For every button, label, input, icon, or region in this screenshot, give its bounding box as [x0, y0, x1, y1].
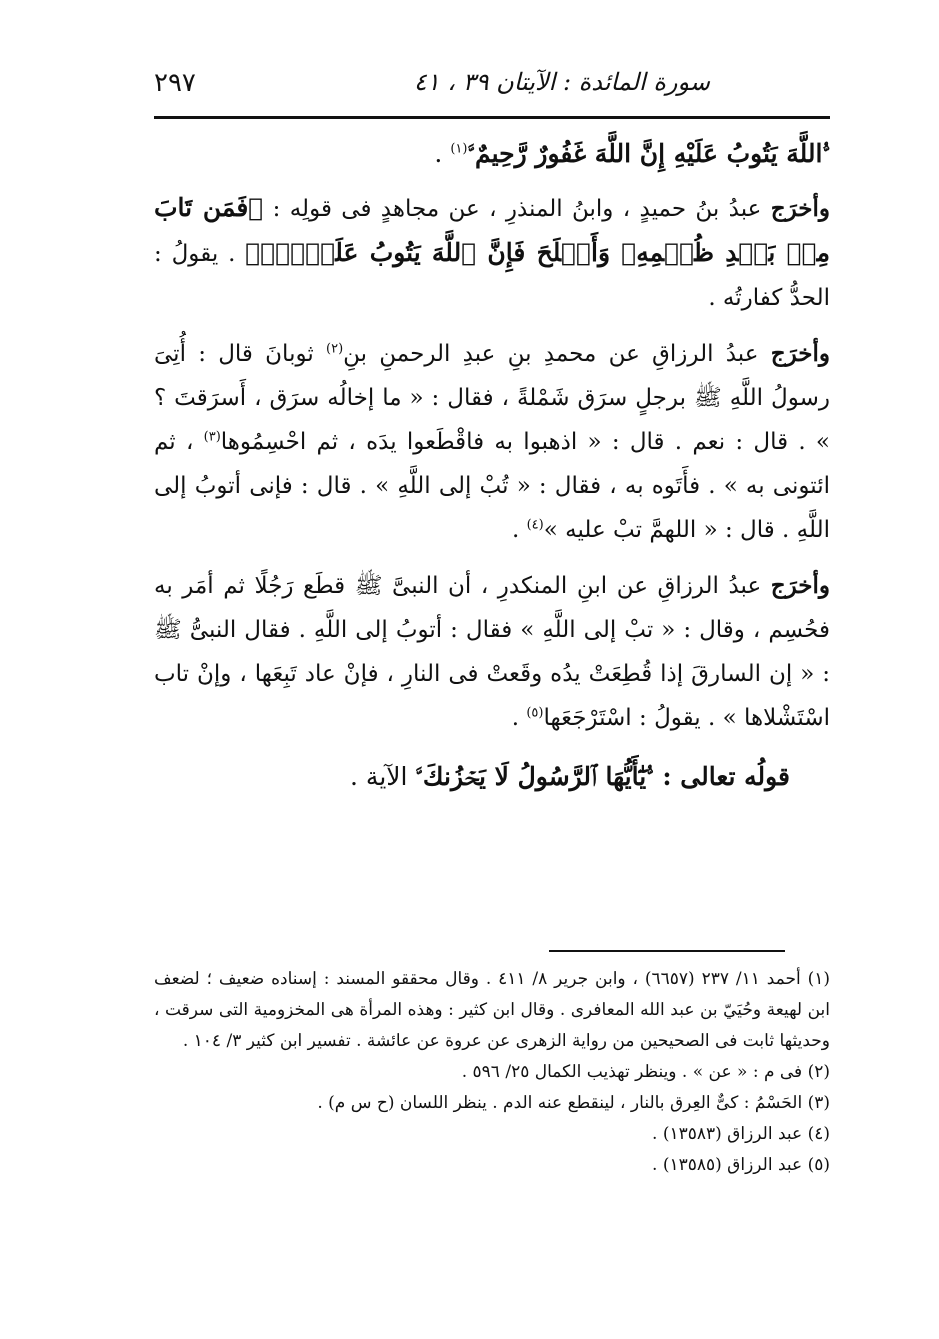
- footnote-ref-4: (٤): [526, 517, 544, 533]
- quran-quote: ﱡيَٰٓأَيُّهَا ٱلرَّسُولُ لَا يَحۡزُنكَﱠ: [415, 762, 654, 791]
- heading-tail: الآية .: [350, 762, 416, 791]
- paragraph-3: [154, 332, 830, 552]
- paragraph-text: عبدُ بنُ حميدٍ ، وابنُ المنذرِ ، عن مجاهدٍ فى قولِه :: [263, 196, 771, 222]
- footnotes: [154, 964, 830, 1181]
- footnote-ref-1: (١): [450, 141, 468, 157]
- footnote-ref-5: (٥): [526, 705, 544, 721]
- paragraph-lead: وأخرَج: [770, 195, 830, 222]
- header-rule: [154, 116, 830, 119]
- footnote-ref-3: (٣): [203, 429, 221, 445]
- header-title: سورة المائدة : الآيتان ٣٩ ، ٤١: [413, 68, 710, 96]
- paragraph-text: عبدُ الرزاقِ عن محمدِ بنِ عبدِ الرحمنِ بنِ: [343, 341, 771, 367]
- paragraph-text: ، ثم ائتونى به » . فأَتَوه به ، فقال : « تُبْ إلى اللَّهِ » . قال : فإنى أتوبُ إلى اللَّهِ . قال : « اللهمَّ تبْ عليه »: [154, 429, 830, 543]
- paragraph-text: ثوبانَ قال : أُتِىَ رسولُ اللَّهِ ﷺ برجلٍ سرَق شَمْلةً ، فقال : « ما إخالُه سرَق ، أَسرَقتَ ؟ » . قال : نعم . قال : « اذهبوا به فاقْطَعوا يدَه ، ثم احْسِمُوها: [154, 341, 830, 455]
- running-head: [154, 60, 830, 112]
- quran-quote: ﱡاللَّهَ يَتُوبُ عَلَيْهِ إِنَّ اللَّهَ غَفُورٌ رَّحِيمٌﱠ: [467, 139, 830, 168]
- footnote-rule: [549, 950, 785, 952]
- paragraph-1: [154, 132, 830, 176]
- heading-label: قولُه تعالى :: [653, 762, 790, 791]
- paragraph-lead: وأخرَج: [770, 340, 830, 367]
- paragraph-lead: وأخرَج: [770, 572, 830, 599]
- footnote-ref-2: (٢): [326, 341, 344, 357]
- paragraph-4: [154, 564, 830, 740]
- footnote-4: (٤) عبد الرزاق (١٣٥٨٣) .: [652, 1124, 830, 1144]
- footnote-3: (٣) الحَسْمُ : كىٌّ العِرق بالنار ، لينقطع عنه الدم . ينظر اللسان (ح س م) .: [317, 1093, 830, 1113]
- verse-heading: [154, 752, 790, 802]
- paragraph-text: عبدُ الرزاقِ عن ابنِ المنكدرِ ، أن النبىَّ ﷺ قطَع رَجُلًا ثم أمَر به فحُسِم ، وقال : « تبْ إلى اللَّهِ » فقال : أتوبُ إلى اللَّهِ . فقال النبىُّ ﷺ : « إن السارقَ إذا قُطِعَتْ يدُه وقَعتْ فى النارِ ، فإنْ عاد تَبِعَها ، وإنْ تاب اسْتَشْلاها » . يقولُ : اسْتَرْجَعَها: [154, 573, 830, 731]
- footnote-5: (٥) عبد الرزاق (١٣٥٨٥) .: [652, 1155, 830, 1175]
- paragraph-text: .: [511, 517, 527, 543]
- paragraph-text: .: [511, 705, 527, 731]
- paragraph-text: . يقولُ : الحدُّ كفارتُه .: [154, 241, 830, 311]
- paragraph-2: [154, 186, 830, 320]
- paragraph-text: .: [434, 139, 451, 168]
- quran-quote: ﱡفَمَن تَابَ مِنۢ بَعۡدِ ظُلۡمِهِۦ وَأَصۡلَحَ فَإِنَّ ٱللَّهَ يَتُوبُ عَلَيۡهِۚﱠ: [154, 193, 831, 267]
- main-text: [154, 132, 830, 802]
- page-number: ٢٩٧: [154, 68, 196, 98]
- footnote-1: (١) أحمد ١١/ ٢٣٧ (٦٦٥٧) ، وابن جرير ٨/ ٤١١ . وقال محققو المسند : إسناده ضعيف ؛ لضعف ابن لهيعة وحُيَيّ بن عبد الله المعافرى . وقال ابن كثير : وهذه المرأة هى المخزومية التى سرقت ، وحديثها ثابت فى الصحيحين من رواية الزهرى عن عروة عن عائشة . تفسير ابن كثير ٣/ ١٠٤ .: [154, 969, 830, 1051]
- footnote-2: (٢) فى م : « عن » . وينظر تهذيب الكمال ٢٥/ ٥٩٦ .: [461, 1062, 830, 1082]
